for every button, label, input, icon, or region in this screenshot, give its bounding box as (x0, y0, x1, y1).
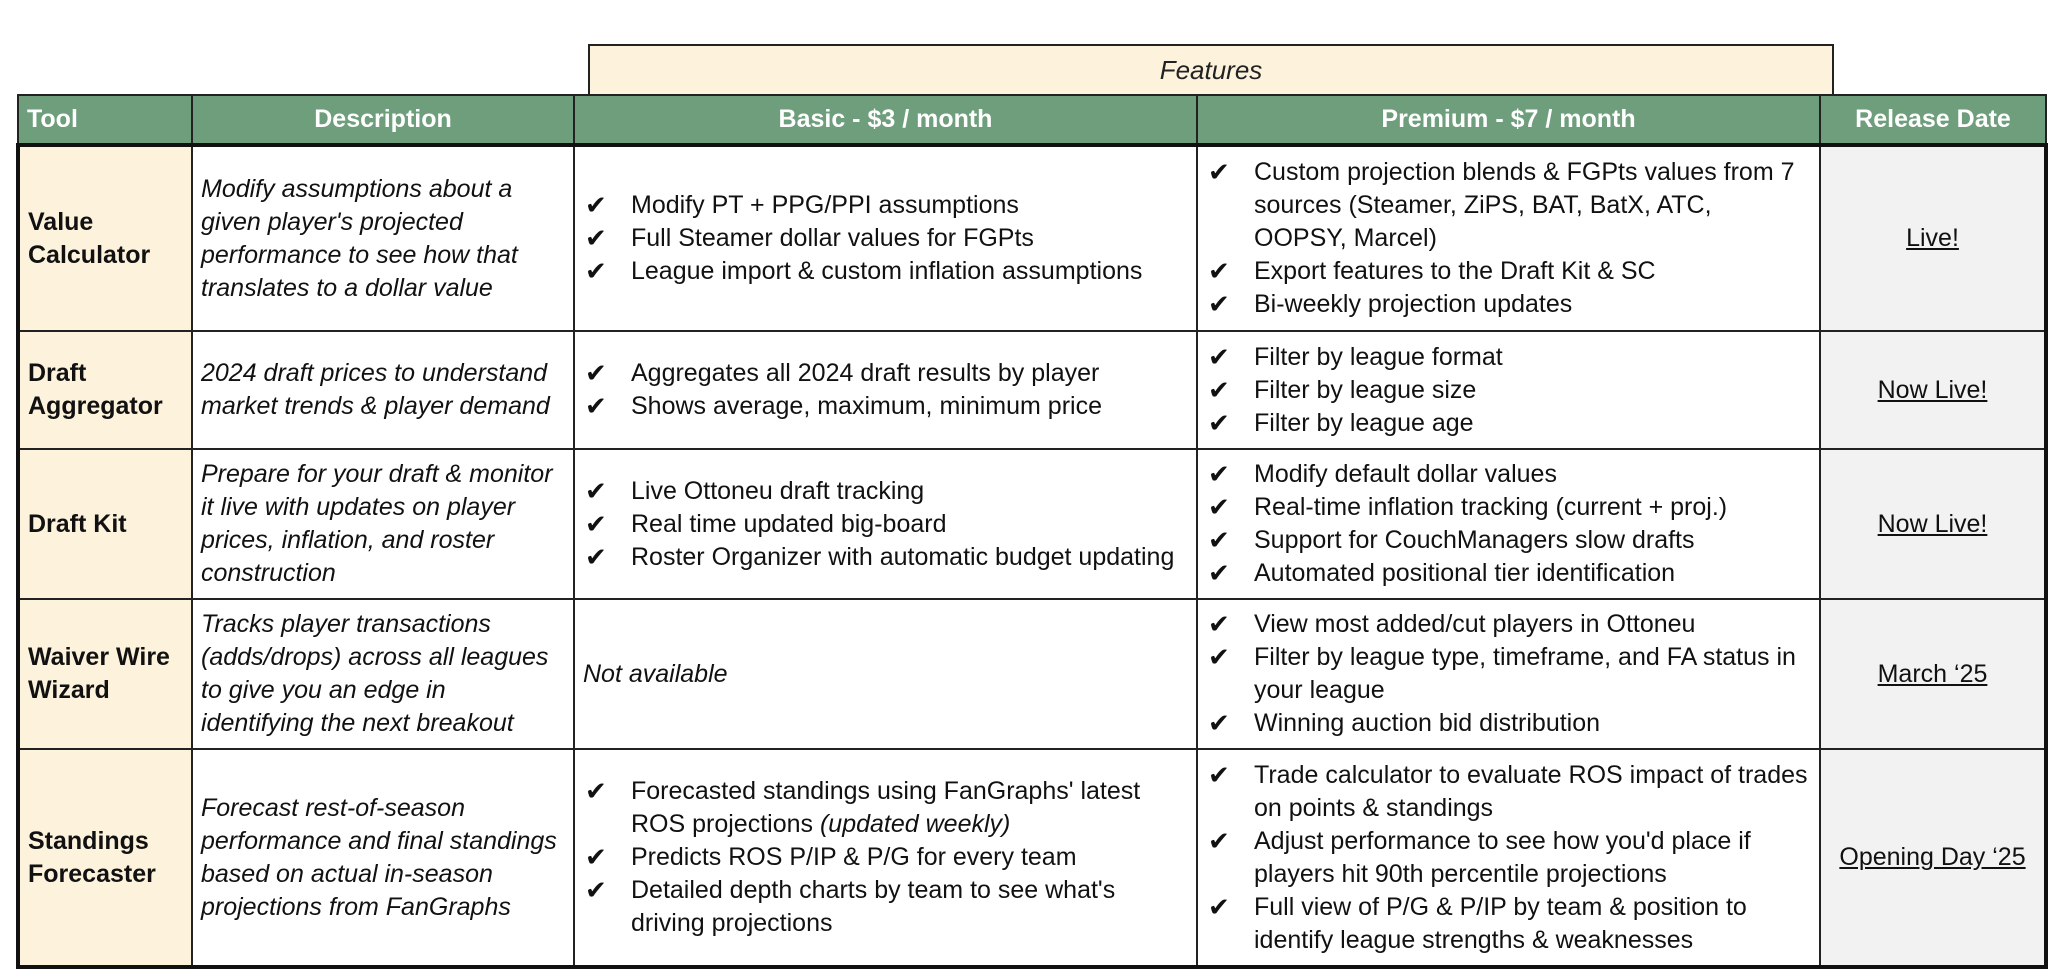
checkmark-icon: ✔ (585, 358, 607, 388)
checkmark-icon: ✔ (1208, 891, 1230, 922)
header-premium: Premium - $7 / month (1197, 95, 1820, 145)
feature-text: Custom projection blends & FGPts values from 7 sources (Steamer, ZiPS, BAT, BatX, ATC, OOPSY, Marcel) (1254, 158, 1795, 252)
table-row (18, 749, 2046, 967)
tool-name: Draft Kit (18, 449, 192, 599)
checkmark-icon: ✔ (1208, 825, 1230, 856)
feature-item (583, 222, 1188, 255)
table-row (18, 331, 2046, 449)
feature-comparison-table (16, 94, 2048, 969)
feature-item (1206, 524, 1811, 557)
feature-text: Real-time inflation tracking (current + proj.) (1254, 493, 1728, 521)
checkmark-icon: ✔ (1208, 157, 1230, 187)
checkmark-icon: ✔ (585, 475, 607, 506)
checkmark-icon: ✔ (585, 223, 607, 253)
tool-name: Waiver Wire Wizard (18, 599, 192, 749)
table-row (18, 449, 2046, 599)
premium-features (1197, 749, 1820, 967)
feature-text: Full view of P/G & P/IP by team & position to identify league strengths & weaknesses (1254, 892, 1747, 954)
feature-item (583, 541, 1188, 574)
feature-text: Detailed depth charts by team to see what's driving projections (631, 876, 1116, 937)
premium-feature-list (1206, 156, 1811, 321)
basic-features (574, 331, 1197, 449)
checkmark-icon: ✔ (585, 842, 607, 872)
feature-text: Forecasted standings using FanGraphs' latest ROS projections (631, 777, 1141, 838)
basic-features (574, 599, 1197, 749)
checkmark-icon: ✔ (585, 391, 607, 421)
checkmark-icon: ✔ (1208, 609, 1230, 639)
checkmark-icon: ✔ (1208, 341, 1230, 372)
tool-description: Tracks player transactions (adds/drops) across all leagues to give you an edge in identifying the next breakout (192, 599, 574, 749)
premium-features (1197, 145, 1820, 331)
header-description: Description (192, 95, 574, 145)
header-release-date: Release Date (1820, 95, 2046, 145)
feature-text: Modify PT + PPG/PPI assumptions (631, 191, 1019, 219)
tool-name: Standings Forecaster (18, 749, 192, 967)
release-date-link[interactable]: Now Live! (1877, 375, 1988, 404)
checkmark-icon: ✔ (585, 875, 607, 905)
feature-text: Support for CouchManagers slow drafts (1254, 526, 1695, 554)
release-date (1820, 749, 2046, 967)
not-available-text: Not available (583, 659, 728, 688)
feature-item (1206, 156, 1811, 255)
feature-item (1206, 407, 1811, 440)
feature-text: Full Steamer dollar values for FGPts (631, 224, 1034, 252)
feature-item (1206, 825, 1811, 891)
feature-item (583, 874, 1188, 940)
feature-text: Aggregates all 2024 draft results by player (631, 359, 1100, 387)
feature-item (1206, 557, 1811, 590)
feature-text: Filter by league size (1254, 375, 1477, 404)
feature-item (1206, 288, 1811, 321)
checkmark-icon: ✔ (1208, 374, 1230, 405)
feature-text: Winning auction bid distribution (1254, 709, 1601, 737)
feature-item (1206, 341, 1811, 374)
feature-item (583, 189, 1188, 222)
feature-text: Live Ottoneu draft tracking (631, 476, 925, 505)
release-date-link[interactable]: Live! (1906, 224, 1959, 252)
tool-name: Draft Aggregator (18, 331, 192, 449)
feature-text: Filter by league age (1254, 408, 1474, 437)
basic-feature-list (583, 475, 1188, 574)
feature-item (583, 508, 1188, 541)
release-date (1820, 145, 2046, 331)
feature-item (1206, 759, 1811, 825)
feature-item (1206, 458, 1811, 491)
release-date-link[interactable]: March ‘25 (1877, 659, 1988, 688)
feature-text: Real time updated big-board (631, 509, 947, 538)
checkmark-icon: ✔ (1208, 759, 1230, 790)
feature-text: League import & custom inflation assumptions (631, 257, 1143, 285)
feature-item (583, 357, 1188, 390)
checkmark-icon: ✔ (1208, 256, 1230, 286)
feature-item (1206, 374, 1811, 407)
feature-item (583, 841, 1188, 874)
checkmark-icon: ✔ (585, 541, 607, 572)
checkmark-icon: ✔ (1208, 289, 1230, 319)
tool-description: 2024 draft prices to understand market trends & player demand (192, 331, 574, 449)
feature-text: Bi-weekly projection updates (1254, 290, 1573, 318)
header-tool: Tool (18, 95, 192, 145)
basic-features (574, 749, 1197, 967)
feature-text: Shows average, maximum, minimum price (631, 392, 1102, 420)
premium-feature-list (1206, 608, 1811, 740)
feature-text: Filter by league type, timeframe, and FA status in your league (1254, 643, 1796, 704)
premium-feature-list (1206, 458, 1811, 590)
feature-item (1206, 255, 1811, 288)
feature-text: Predicts ROS P/IP & P/G for every team (631, 843, 1077, 871)
tool-name: Value Calculator (18, 145, 192, 331)
header-basic: Basic - $3 / month (574, 95, 1197, 145)
tool-description: Forecast rest-of-season performance and final standings based on actual in-season projections from FanGraphs (192, 749, 574, 967)
feature-item (583, 775, 1188, 841)
feature-text: Trade calculator to evaluate ROS impact of trades on points & standings (1254, 760, 1808, 822)
release-date (1820, 449, 2046, 599)
tool-description: Modify assumptions about a given player's projected performance to see how that translates to a dollar value (192, 145, 574, 331)
checkmark-icon: ✔ (1208, 525, 1230, 555)
checkmark-icon: ✔ (585, 256, 607, 286)
feature-item (1206, 608, 1811, 641)
premium-features (1197, 449, 1820, 599)
checkmark-icon: ✔ (585, 190, 607, 220)
release-date-link[interactable]: Now Live! (1877, 509, 1988, 538)
feature-item (1206, 891, 1811, 957)
feature-text: Automated positional tier identification (1254, 559, 1676, 587)
checkmark-icon: ✔ (1208, 492, 1230, 522)
checkmark-icon: ✔ (1208, 708, 1230, 738)
basic-feature-list (583, 189, 1188, 288)
feature-note: (updated weekly) (819, 810, 1011, 838)
feature-text: Filter by league format (1254, 342, 1503, 371)
table-row (18, 145, 2046, 331)
basic-feature-list (583, 357, 1188, 423)
basic-features (574, 145, 1197, 331)
feature-item (1206, 707, 1811, 740)
table-row (18, 599, 2046, 749)
premium-features (1197, 599, 1820, 749)
feature-text: Modify default dollar values (1254, 460, 1557, 488)
release-date-link[interactable]: Opening Day ‘25 (1839, 843, 2026, 871)
features-group-header: Features (588, 44, 1834, 94)
feature-item (583, 255, 1188, 288)
feature-item (583, 475, 1188, 508)
checkmark-icon: ✔ (1208, 407, 1230, 438)
feature-item (1206, 641, 1811, 707)
release-date (1820, 599, 2046, 749)
feature-item (583, 390, 1188, 423)
tool-description: Prepare for your draft & monitor it live with updates on player prices, inflation, and roster construction (192, 449, 574, 599)
premium-feature-list (1206, 341, 1811, 440)
checkmark-icon: ✔ (1208, 642, 1230, 672)
checkmark-icon: ✔ (1208, 558, 1230, 588)
checkmark-icon: ✔ (1208, 459, 1230, 489)
feature-text: View most added/cut players in Ottoneu (1254, 610, 1696, 638)
release-date (1820, 331, 2046, 449)
basic-feature-list (583, 775, 1188, 940)
feature-text: Roster Organizer with automatic budget updating (631, 542, 1175, 571)
feature-text: Adjust performance to see how you'd place if players hit 90th percentile projections (1254, 826, 1751, 888)
feature-text: Export features to the Draft Kit & SC (1254, 257, 1656, 285)
checkmark-icon: ✔ (585, 508, 607, 539)
feature-item (1206, 491, 1811, 524)
header-row (18, 95, 2046, 145)
checkmark-icon: ✔ (585, 776, 607, 806)
premium-features (1197, 331, 1820, 449)
premium-feature-list (1206, 759, 1811, 957)
basic-features (574, 449, 1197, 599)
